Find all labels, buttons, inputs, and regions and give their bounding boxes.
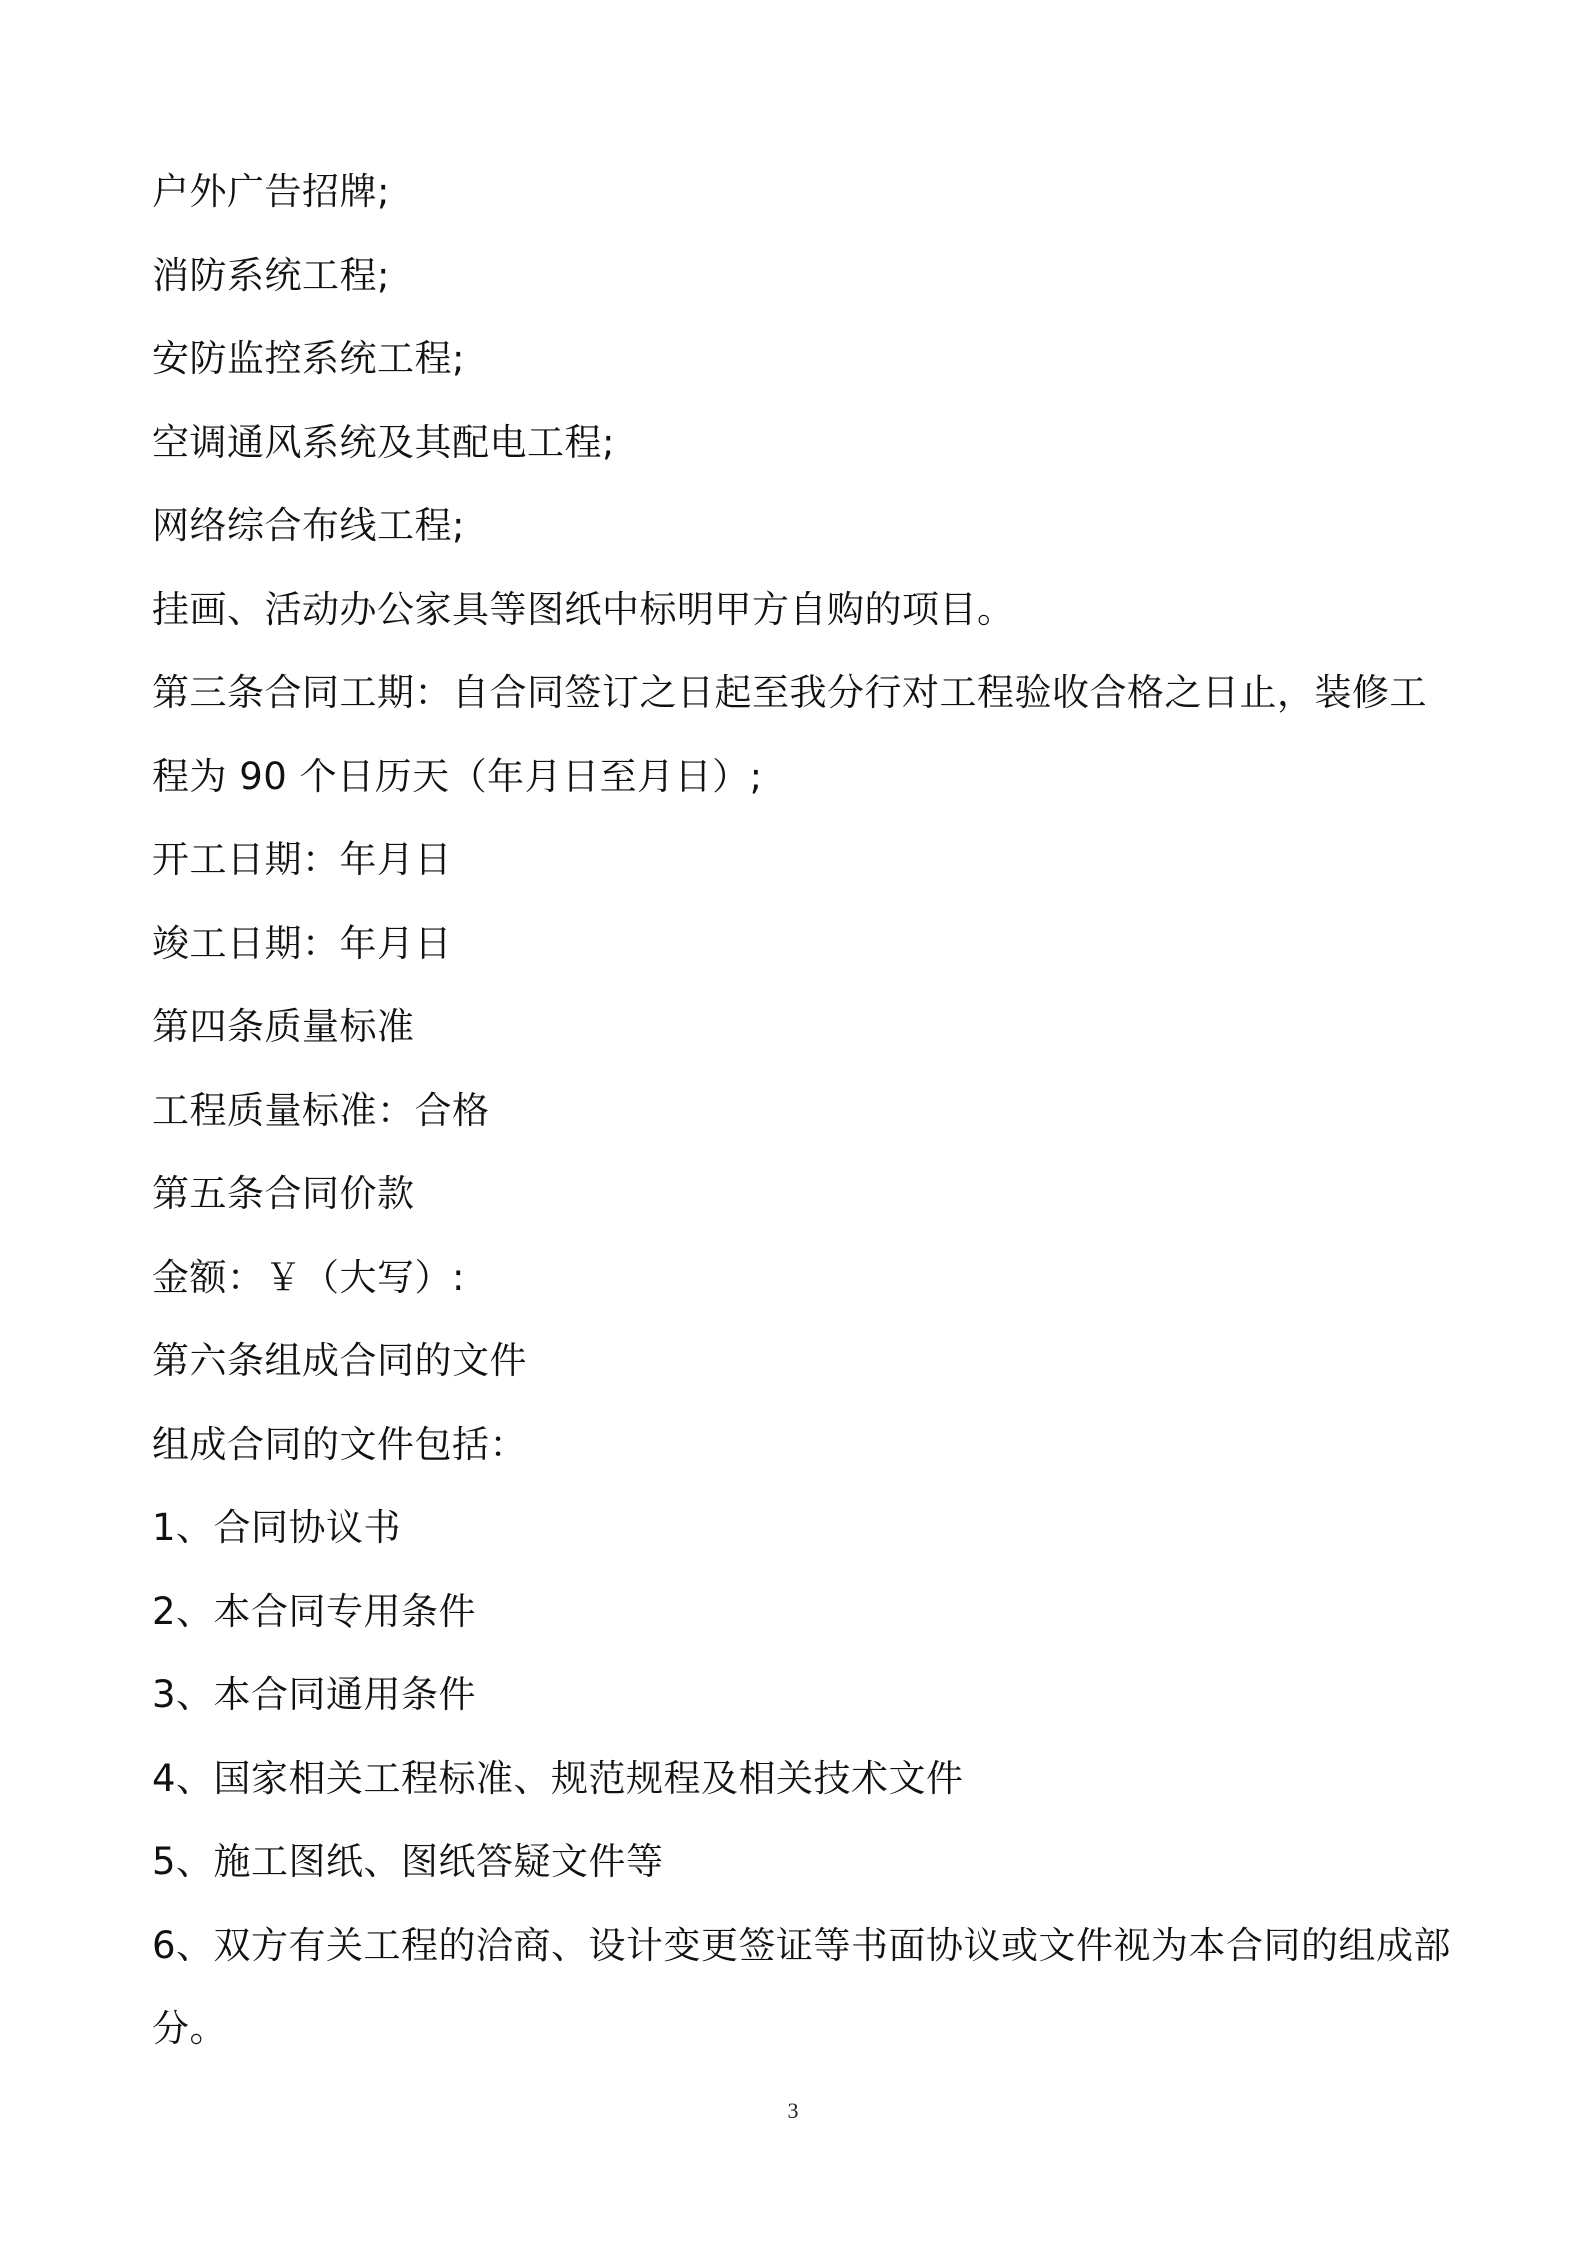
- article-6-heading: 第六条组成合同的文件: [152, 1339, 527, 1382]
- document-body: [152, 150, 1452, 2071]
- text-line: 消防系统工程;: [152, 253, 390, 297]
- text-line: 网络综合布线工程;: [152, 504, 465, 547]
- text-line: 挂画、活动办公家具等图纸中标明甲方自购的项目。: [152, 587, 1015, 631]
- list-item: 5、施工图纸、图纸答疑文件等: [152, 1840, 664, 1883]
- text-line: 户外广告招牌;: [152, 170, 390, 213]
- page-number: 3: [787, 2098, 799, 2123]
- completion-date-line: 竣工日期：年月日: [152, 921, 452, 965]
- text-line: 空调通风系统及其配电工程;: [152, 420, 615, 464]
- text-line: 程为 90 个日历天（年月日至月日）;: [152, 754, 763, 798]
- quality-standard-line: 工程质量标准：合格: [152, 1088, 490, 1132]
- list-item: 1、合同协议书: [152, 1506, 402, 1549]
- text-line: 安防监控系统工程;: [152, 337, 465, 380]
- text-line: 组成合同的文件包括：: [152, 1422, 527, 1466]
- list-item: 2、本合同专用条件: [152, 1589, 477, 1633]
- start-date-line: 开工日期：年月日: [152, 838, 452, 881]
- list-item: 3、本合同通用条件: [152, 1673, 477, 1716]
- list-item: 6、双方有关工程的洽商、设计变更签证等书面协议或文件视为本合同的组成部: [152, 1923, 1452, 1967]
- amount-line: 金额：￥（大写）:: [152, 1255, 465, 1299]
- list-item: 4、国家相关工程标准、规范规程及相关技术文件: [152, 1756, 964, 1800]
- text-line: 分。: [152, 2007, 227, 2050]
- article-4-heading: 第四条质量标准: [152, 1005, 415, 1048]
- article-3-heading: 第三条合同工期：自合同签订之日起至我分行对工程验收合格之日止，装修工: [152, 671, 1427, 714]
- article-5-heading: 第五条合同价款: [152, 1172, 415, 1215]
